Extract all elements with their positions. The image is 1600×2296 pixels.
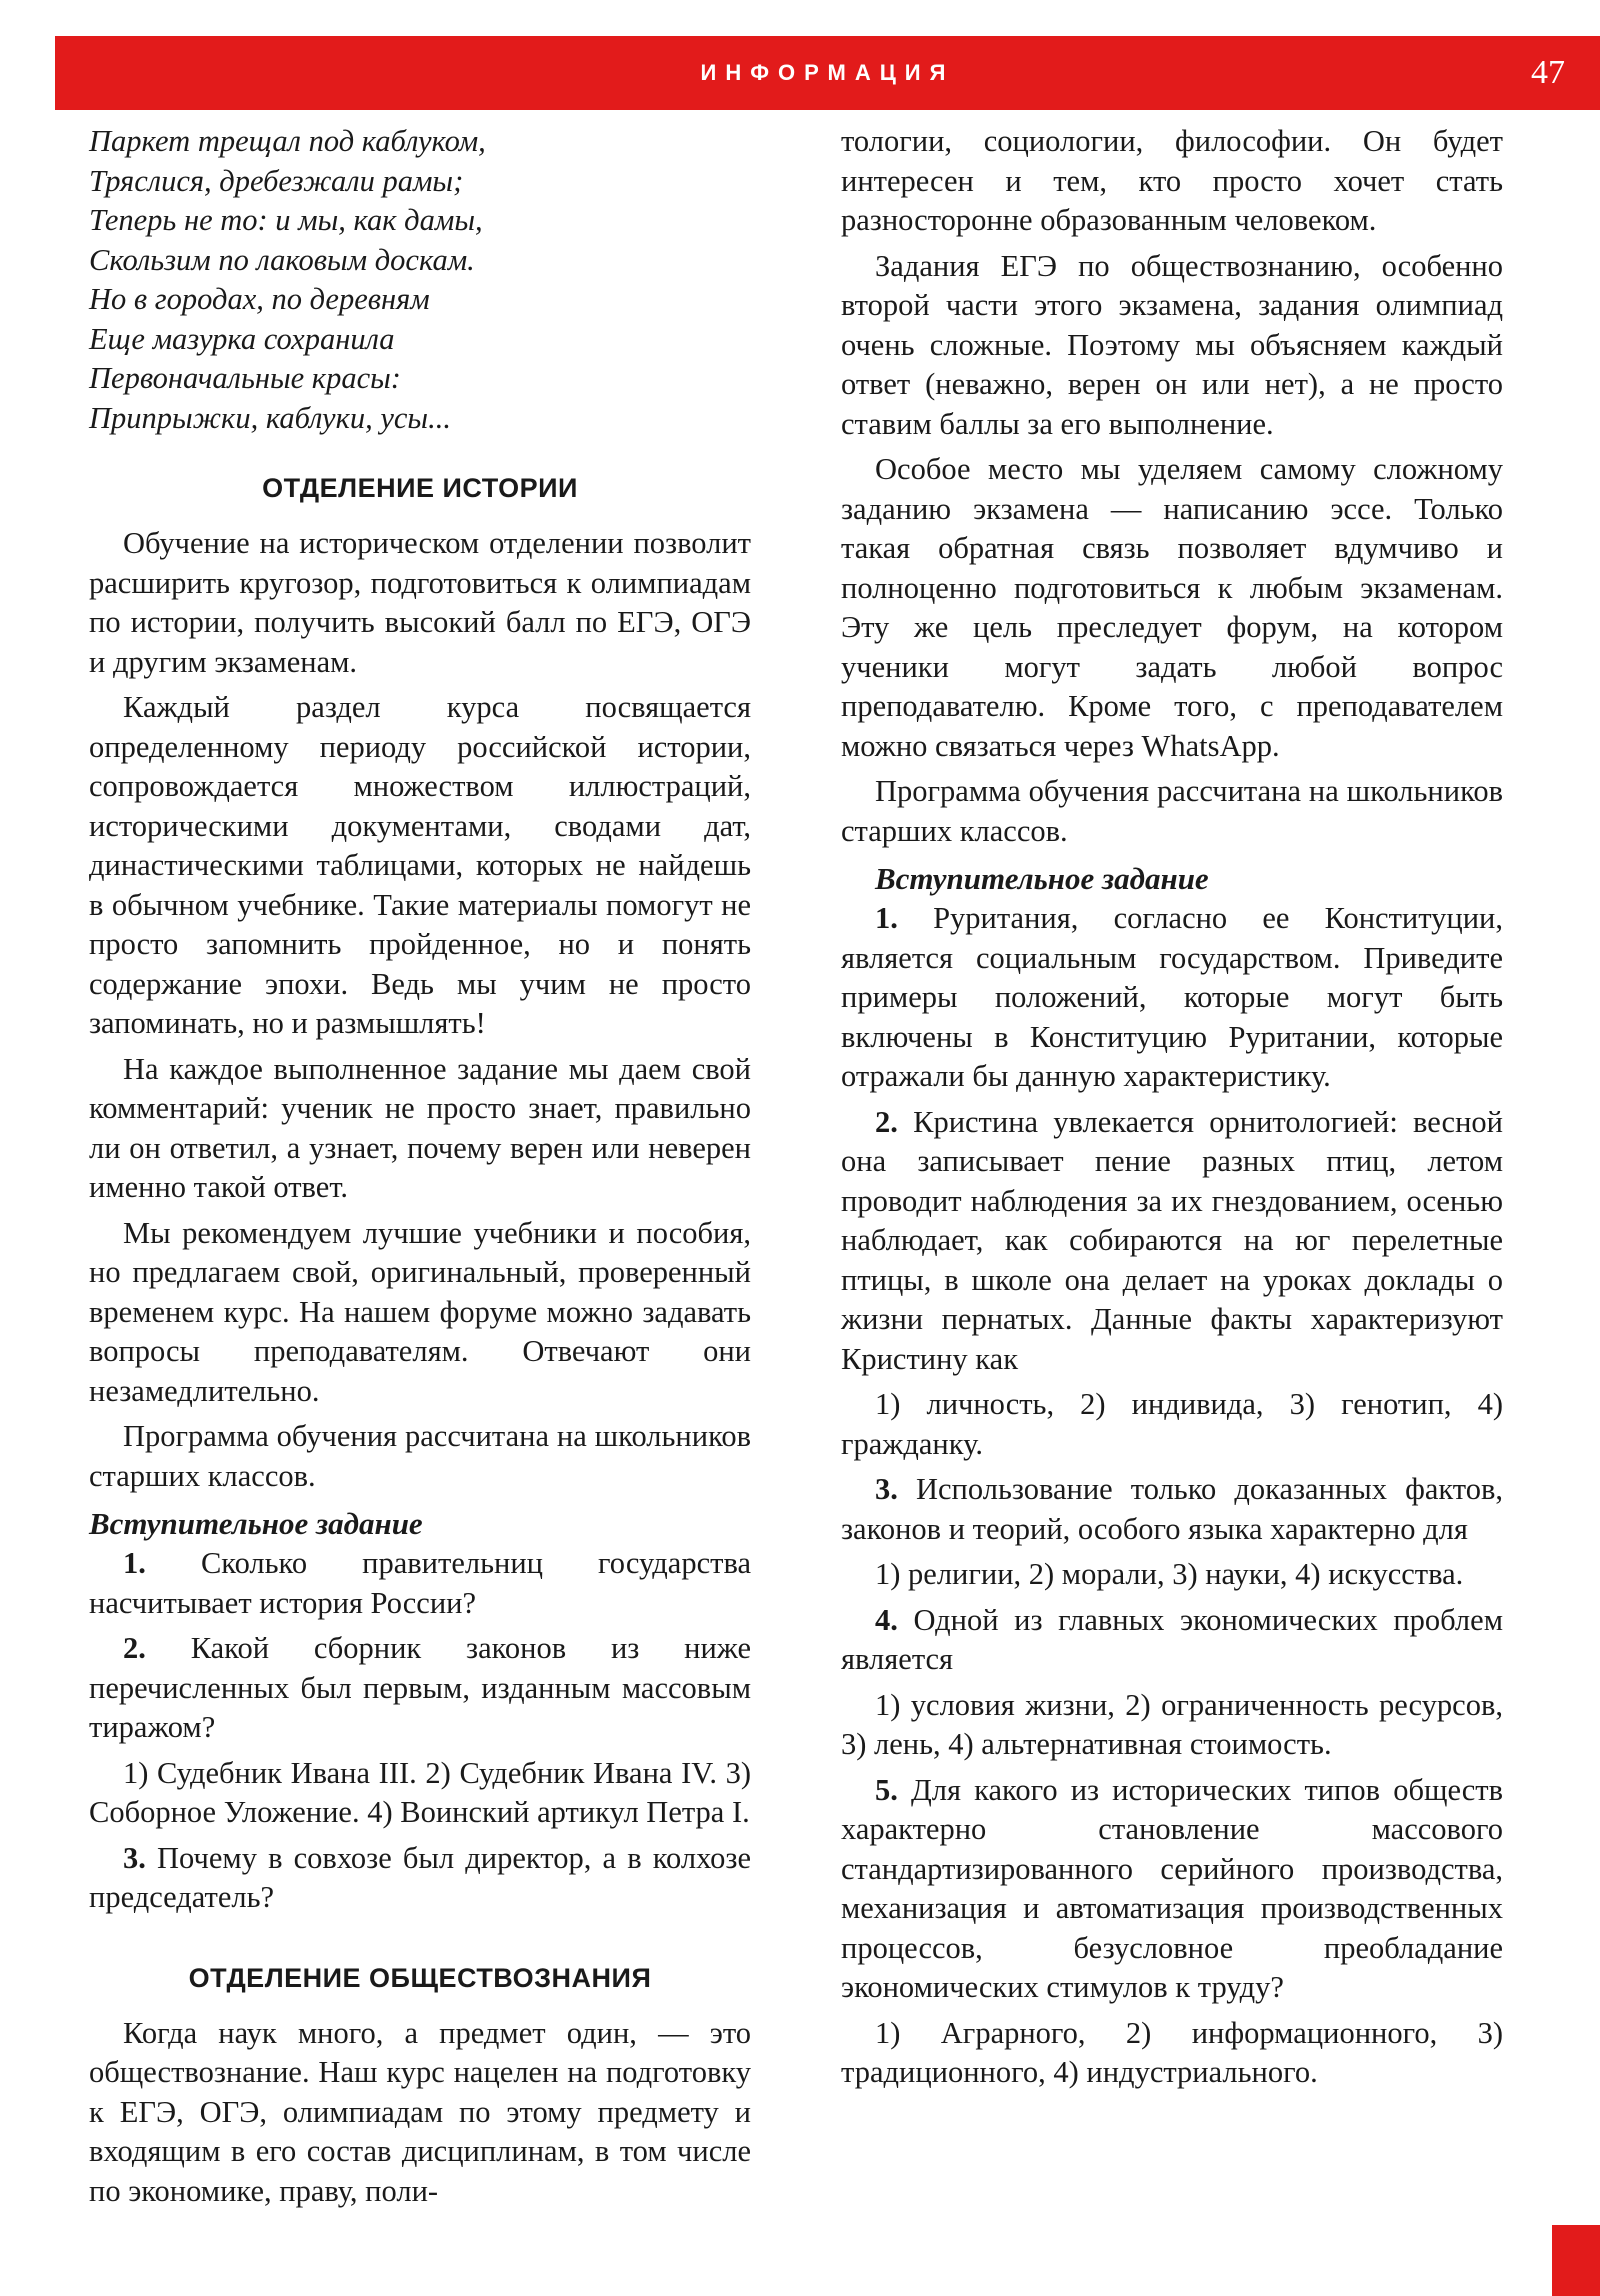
task-text: Какой сборник законов из ниже перечисленных был первым, изданным массовым тиражом? — [89, 1631, 752, 1744]
task-number: 2. — [875, 1104, 898, 1139]
task-options — [89, 1754, 751, 1833]
social-section-heading: ОТДЕЛЕНИЕ ОБЩЕСТВОЗНАНИЯ — [188, 1962, 652, 1993]
task-item — [841, 1771, 1503, 2008]
task-number: 2. — [123, 1631, 146, 1665]
poem-line: Но в городах, по деревням — [89, 282, 430, 316]
paragraph: Задания ЕГЭ по обществознанию, особенно второй части этого экзамена, задания олимпиад очень сложные. Поэтому мы объясняем каждый ответ (неважно, верен он или нет), а не просто ставим баллы за его выполнение. — [841, 248, 1503, 441]
entry-task-heading: Вступительное задание — [875, 861, 1209, 896]
paragraph: Каждый раздел курса посвящается определенному периоду российской истории, сопровождается множеством иллюстраций, историческими документами, сводами дат, династическими таблицами, которых не найдешь в обычном учебнике. Такие материалы помогут не просто запомнить пройденное, но и понять содержание эпохи. Ведь мы учим не просто запоминать, но и размышлять! — [89, 690, 751, 1040]
task-text: Использование только доказанных фактов, законов и теорий, особого языка характерно для — [841, 1472, 1503, 1546]
task-options — [841, 1385, 1503, 1464]
task-number: 5. — [875, 1772, 898, 1807]
poem-line: Теперь не то: и мы, как дамы, — [89, 203, 483, 237]
task-text: 1) религии, 2) морали, 3) науки, 4) искусства. — [875, 1557, 1464, 1591]
task-text: Сколько правительниц государства насчитывает история России? — [89, 1546, 751, 1620]
poem-line: Скользим по лаковым доскам. — [89, 242, 475, 277]
poem-line: Первоначальные красы: — [89, 361, 401, 395]
task-item — [841, 1601, 1503, 1680]
page-number: 47 — [1531, 54, 1565, 91]
task-text: 1) Аграрного, 2) информационного, 3) традиционного, 4) индустриального. — [841, 2015, 1503, 2089]
poem-line: Припрыжки, каблуки, усы... — [89, 400, 451, 435]
task-text: 1) условия жизни, 2) ограниченность ресурсов, 3) лень, 4) альтернативная стоимость. — [841, 1687, 1503, 1761]
paragraph: На каждое выполненное задание мы даем свой комментарий: ученик не просто знает, правильно ли он ответил, а узнает, почему верен или неверен именно такой ответ. — [89, 1051, 751, 1204]
task-text: Почему в совхозе был директор, а в колхозе председатель? — [89, 1840, 751, 1914]
task-item — [89, 1629, 751, 1748]
paragraph: Особое место мы уделяем самому сложному заданию экзамена — написанию эссе. Только такая обратная связь позволяет вдумчиво и полноценно подготовиться к любым экзаменам. Эту же цель преследует форум, на котором ученики могут задать любой вопрос преподавателю. Кроме того, с преподавателем можно связаться через WhatsApp. — [841, 452, 1503, 763]
poem-line: Тряслися, дребезжали рамы; — [89, 163, 464, 198]
task-text: Одной из главных экономических проблем является — [841, 1602, 1503, 1676]
paragraph: Программа обучения рассчитана на школьников старших классов. — [89, 1419, 751, 1493]
task-number: 3. — [875, 1472, 898, 1506]
task-text: Для какого из исторических типов обществ характерно становление массового стандартизированного серийного производства, механизация и автоматизация производственных процессов, безусловное преобладание экономических стимулов к труду? — [841, 1772, 1504, 2004]
task-item — [89, 1839, 751, 1918]
task-text: Руритания, согласно ее Конституции, является социальным государством. Приведите примеры положений, которые могут быть включены в Конституцию Руритании, которые отражали бы данную характеристику. — [841, 901, 1503, 1093]
task-text: Кристина увлекается орнитологией: весной она записывает пение разных птиц, летом проводит наблюдения за их гнездованием, осенью наблюдает, как собираются на юг перелетные птицы, в школе она делает на уроках доклады о жизни пернатых. Данные факты характеризуют Кристину как — [841, 1104, 1503, 1376]
section-title: ИНФОРМАЦИЯ — [700, 60, 955, 85]
header-bar — [55, 36, 1600, 110]
paragraph: Программа обучения рассчитана на школьников старших классов. — [841, 774, 1503, 848]
task-number: 4. — [875, 1602, 898, 1637]
task-item — [841, 1470, 1503, 1549]
task-item — [841, 1103, 1503, 1380]
task-item — [89, 1544, 751, 1623]
task-text: 1) личность, 2) индивида, 3) генотип, 4) гражданку. — [841, 1387, 1503, 1461]
paragraph: Обучение на историческом отделении позволит расширить кругозор, подготовиться к олимпиадам по истории, получить высокий балл по ЕГЭ, ОГЭ и другим экзаменам. — [89, 526, 751, 679]
poem-line: Еще мазурка сохранила — [89, 321, 395, 356]
task-item — [841, 899, 1503, 1097]
paragraph: тологии, социологии, философии. Он будет интересен и тем, кто просто хочет стать разносторонне образованным человеком. — [841, 124, 1503, 237]
task-options — [841, 1686, 1503, 1765]
paragraph: Когда наук много, а предмет один, — это обществознание. Наш курс нацелен на подготовку к ЕГЭ, ОГЭ, олимпиадам по этому предмету и входящим в его состав дисциплинам, в том числе по экономике, праву, поли- — [89, 2015, 751, 2208]
poem-line: Паркет трещал под каблуком, — [89, 124, 486, 158]
poem-excerpt — [89, 122, 751, 438]
right-column — [841, 122, 1503, 2099]
task-number: 3. — [123, 1840, 146, 1875]
task-number: 1. — [875, 901, 898, 935]
task-text: 1) Судебник Ивана III. 2) Судебник Ивана IV. 3) Соборное Уложение. 4) Воинский артикул Петра I. — [89, 1755, 751, 1829]
paragraph: Мы рекомендуем лучшие учебники и пособия, но предлагаем свой, оригинальный, проверенный временем курс. На нашем форуме можно задавать вопросы преподавателям. Отвечают они незамедлительно. — [89, 1215, 751, 1408]
task-options — [841, 2014, 1503, 2093]
task-options — [841, 1555, 1503, 1595]
entry-task-heading: Вступительное задание — [89, 1506, 423, 1541]
left-column — [89, 122, 751, 2217]
page-corner-mark — [1552, 2225, 1600, 2296]
history-section-heading: ОТДЕЛЕНИЕ ИСТОРИИ — [262, 473, 578, 503]
task-number: 1. — [123, 1546, 146, 1580]
